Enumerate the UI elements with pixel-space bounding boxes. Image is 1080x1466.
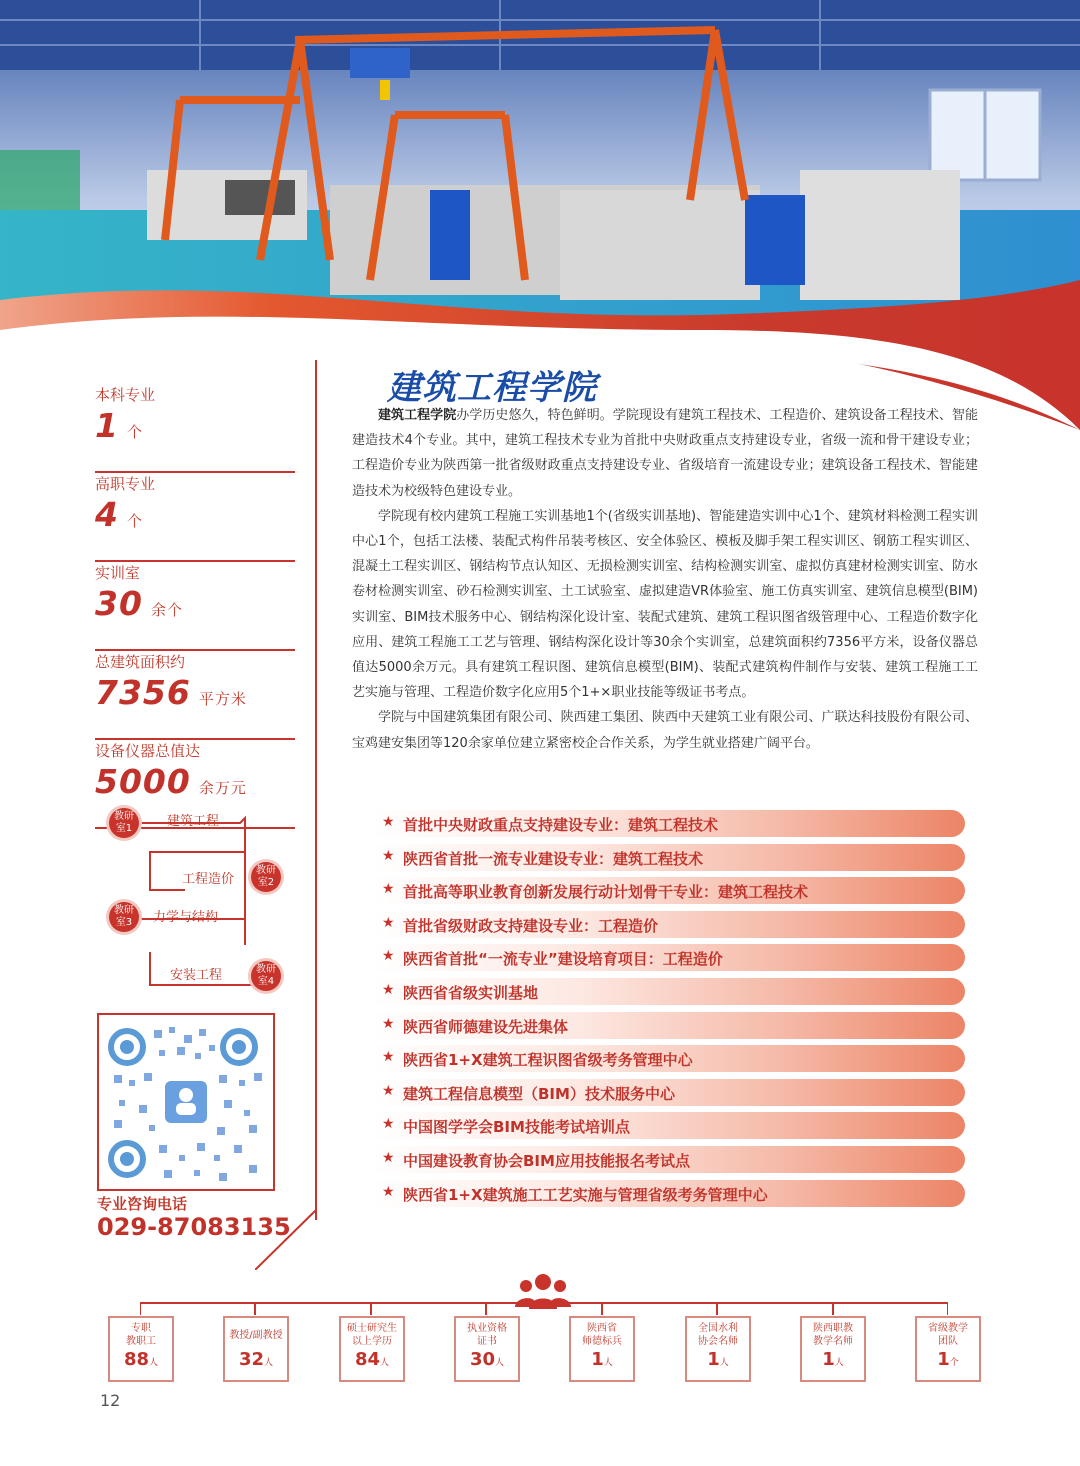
star-icon: ★ [382, 1082, 395, 1099]
stat-value: 5000 余万元 [95, 762, 247, 801]
star-icon: ★ [382, 981, 395, 998]
honor-item: ★ 中国建设教育协会BIM应用技能报名考试点 [372, 1146, 965, 1173]
honor-item: ★ 中国图学学会BIM技能考试培训点 [372, 1112, 965, 1139]
stat-label: 高职专业 [95, 475, 156, 493]
office-badge-4: 教研 室4 [251, 961, 281, 991]
star-icon: ★ [382, 1116, 395, 1133]
honor-item: ★ 首批中央财政重点支持建设专业：建筑工程技术 [372, 810, 965, 837]
staff-teaching-master: 陕西职教 教学名师 1人 [800, 1316, 866, 1382]
stat-value: 4 个 [95, 495, 143, 534]
honor-item: ★ 陕西省首批“一流专业”建设培育项目：工程造价 [372, 944, 965, 971]
qr-code[interactable] [97, 1013, 275, 1191]
honor-item: ★ 首批高等职业教育创新发展行动计划骨干专业：建筑工程技术 [372, 877, 965, 904]
star-icon: ★ [382, 914, 395, 931]
star-icon: ★ [382, 1015, 395, 1032]
star-icon: ★ [382, 1183, 395, 1200]
stat-training-rooms [95, 562, 295, 651]
honor-item: ★ 建筑工程信息模型（BIM）技术服务中心 [372, 1079, 965, 1106]
staff-connector [140, 1295, 948, 1315]
intro-paragraph-1: 建筑工程学院办学历史悠久，特色鲜明。学院现设有建筑工程技术、工程造价、建筑设备工程技术、智能建造技术4个专业。其中，建筑工程技术专业为首批中央财政重点支持建设专业，省级一流和骨干建设专业；工程造价专业为陕西第一批省级财政重点支持建设专业、省级培育一流建设专业；建筑设备工程技术、智能建造技术为校级特色建设专业。 [352, 408, 978, 499]
stat-label: 总建筑面积约 [95, 653, 186, 671]
consult-phone[interactable]: 029-87083135 [97, 1213, 291, 1241]
stat-value: 1 个 [95, 406, 143, 445]
honor-item: ★ 陕西省1+X建筑工程识图省级考务管理中心 [372, 1045, 965, 1072]
star-icon: ★ [382, 814, 395, 830]
star-icon: ★ [382, 948, 395, 965]
stat-vocational [95, 473, 295, 562]
stat-label: 本科专业 [95, 386, 156, 404]
staff-water-master: 全国水利 协会名师 1人 [685, 1316, 751, 1382]
office-badge-3: 教研 室3 [109, 902, 139, 932]
page-number: 12 [100, 1391, 121, 1410]
staff-teaching-team: 省级教学 团队 1个 [915, 1316, 981, 1382]
staff-ethics-model: 陕西省 师德标兵 1人 [569, 1316, 635, 1382]
star-icon: ★ [382, 1049, 395, 1066]
staff-professors: 教授/副教授 32人 [223, 1316, 289, 1382]
stat-undergrad [95, 384, 295, 473]
honor-item: ★ 陕西省首批一流专业建设专业：建筑工程技术 [372, 844, 965, 871]
office-label-1: 建筑工程 [167, 814, 220, 829]
intro-paragraph-2: 学院现有校内建筑工程施工实训基地1个(省级实训基地)、智能建造实训中心1个、建筑材料检测工程实训中心1个，包括工法楼、装配式构件吊装考核区、安全体验区、模板及脚手架工程实训区、钢筋工程实训区、混凝土工程实训区、钢结构节点认知区、无损检测实训室、结构检测实训室、虚拟仿真建材检测实训室、防水卷材检测实训室、砂石检测实训室、土工试验室、虚拟建造VR体验室、施工仿真实训室、建筑信息模型(BIM)实训室、BIM技术服务中心、钢结构深化设计室、装配式建筑、建筑工程识图省级管理中心、工程造价数字化应用、建筑工程施工工艺与管理、钢结构深化设计等30余个实训室，总建筑面积约7356平方米，设备仪器总值达5000余万元。具有建筑工程识图、建筑信息模型(BIM)、装配式建筑构件制作与安装、建筑工程施工工艺实施与管理、工程造价数字化应用5个1+×职业技能等级证书考点。 [352, 508, 978, 701]
honor-item: ★ 陕西省1+X建筑施工工艺实施与管理省级考务管理中心 [372, 1180, 965, 1207]
page-title: 建筑工程学院 [387, 368, 597, 408]
office-badge-2: 教研 室2 [251, 862, 281, 892]
star-icon: ★ [382, 847, 395, 864]
office-label-2: 工程造价 [182, 872, 235, 887]
stat-label: 设备仪器总值达 [95, 742, 201, 760]
honor-item: ★ 陕西省师德建设先进集体 [372, 1012, 965, 1039]
stat-value: 30 余个 [95, 584, 183, 623]
staff-fulltime: 专职 教职工 88人 [108, 1316, 174, 1382]
column-divider [315, 360, 317, 1220]
staff-certified: 执业资格 证书 30人 [454, 1316, 520, 1382]
honor-item: ★ 陕西省省级实训基地 [372, 978, 965, 1005]
stat-floor-area [95, 651, 295, 740]
star-icon: ★ [382, 1149, 395, 1166]
office-badge-1: 教研 室1 [109, 808, 139, 838]
stat-label: 实训室 [95, 564, 141, 582]
office-label-3: 力学与结构 [153, 910, 219, 925]
stats-panel [95, 384, 295, 829]
intro-text [352, 403, 978, 756]
star-icon: ★ [382, 881, 395, 898]
honors-list [372, 810, 965, 1213]
office-label-4: 安装工程 [170, 968, 223, 983]
staff-masters: 硕士研究生 以上学历 84人 [339, 1316, 405, 1382]
qr-code-graphic [99, 1015, 273, 1189]
intro-paragraph-3: 学院与中国建筑集团有限公司、陕西建工集团、陕西中天建筑工业有限公司、广联达科技股份有限公司、宝鸡建安集团等120余家单位建立紧密校企合作关系，为学生就业搭建广阔平台。 [352, 710, 978, 751]
stat-value: 7356 平方米 [95, 673, 247, 712]
honor-item: ★ 首批省级财政支持建设专业：工程造价 [372, 911, 965, 938]
consult-label: 专业咨询电话 [97, 1195, 188, 1213]
